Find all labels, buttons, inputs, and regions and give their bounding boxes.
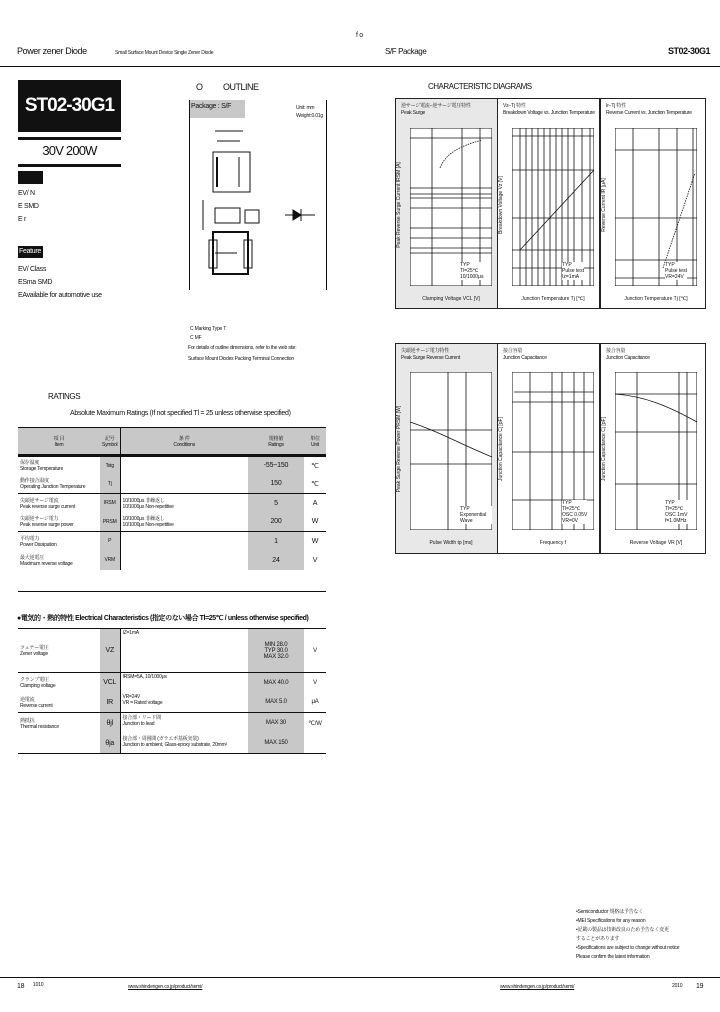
chart-ylabel: Junction Capacitance Cj [pF] [601,417,607,481]
footer-note: •Specifications are subject to change without notice [576,945,680,951]
electrical-row [18,673,326,693]
conditions [120,475,248,494]
chart-panel [497,343,600,554]
chart-title-jp: Ir−Tj 特性 [606,103,626,109]
rating-value: 24 [248,551,304,570]
symbol: Tj [100,475,120,494]
electrical-characteristics-table [18,628,326,754]
unit: W [311,537,319,545]
rating-value: 150 [248,475,304,494]
chart-panel [395,343,498,554]
conditions [120,532,248,551]
rule [18,591,326,592]
unit: W [311,518,319,526]
page-number-left: 18 [17,983,25,990]
symbol: IRSM [100,494,120,513]
product-subtitle: Small Surface Mount Device Single Zener Diode [115,50,214,56]
chart-title-en: Reverse Current vs. Junction Temperature [606,110,692,116]
chart-plot-area [512,128,594,286]
th-unit: 単位 [310,435,320,442]
chart-legend: TYP Exponential Wave [460,506,492,524]
rating-label: 30V 200W [42,143,97,158]
package-name: S/F Package [385,47,427,56]
conditions: VR=24V VR = Rated voltage [122,693,163,706]
page-number-right: 19 [696,983,704,990]
chart-title-en: Peak Surge Reverse Current [401,355,460,361]
electrical-row [18,713,326,734]
unit: ℃ [311,462,319,470]
outline-note: C Marking Type T [190,326,227,332]
symbol: θjl [100,713,120,734]
chart-plot-area [410,372,492,530]
package-outline-drawing [195,125,320,285]
item: 尖頭逆サージ電流 Peak reverse surge current [20,497,76,510]
electrical-row [18,629,326,673]
weight-note: Weight:0.01g [296,113,323,119]
chart-title-en: Breakdown Voltage vs. Junction Temperature [503,110,595,116]
th-unit-en: Unit [310,441,320,448]
item: 保存温度 Storage Temperature [20,460,64,473]
application-item: E SMD [18,203,39,210]
th-item: 項 目 [53,435,65,442]
electrical-row [18,693,326,713]
feature-item: EAvailable for automotive use [18,292,102,299]
diagrams-title: CHARACTERISTIC DIAGRAMS [428,82,532,91]
symbol: VZ [100,629,120,673]
symbol: Tstg [100,456,120,475]
chart-ylabel: Breakdown Voltage Vz [V] [498,176,504,234]
th-item-en: Item [54,441,64,448]
unit: ℃/W [308,720,322,727]
unit: ℃ [311,480,319,488]
footer-notes [576,908,679,962]
features-label: Feature [18,246,43,258]
value: MAX 40.0 [248,673,304,693]
item: クランプ電圧 Clamping voltage [20,677,56,690]
part-number-header: ST02-30G1 [668,46,711,56]
footer-note: することがあります [576,936,620,942]
chart-title-jp: Vz−Tj 特性 [503,103,526,109]
outline-note: C MF [190,335,202,341]
chart-legend: TYP Pulse test VR=24V [665,262,687,280]
unit: V [312,556,318,564]
package-label: Package : S/F [190,100,245,118]
item: 最大逆電圧 Maximum reverse voltage [20,554,73,567]
chart-plot-area [410,128,492,286]
url-right-link[interactable]: www.shindengen.co.jp/product/semi/ [500,984,575,990]
footer-note: •MEI Specifications for any reason [576,918,646,924]
chart-title-jp: 接合容量 [606,348,626,354]
header-divider [0,66,720,67]
chart-xlabel: Pulse Width tp [ms] [429,540,473,546]
symbol: VCL [100,673,120,693]
absolute-max-ratings-table [18,427,326,570]
value: MAX 150 [248,734,304,754]
ratings-row [18,513,326,532]
symbol: VRM [100,551,120,570]
footer-divider [0,977,720,978]
chart-title-en: Junction Capacitance [503,355,547,361]
application-item: E r [18,216,27,223]
application-item: EV/ N [18,190,35,197]
rule [18,164,121,167]
item: ツェナー電圧 Zener voltage [20,645,49,657]
item: 尖頭逆サージ電力 Peak reverse surge power [20,516,74,529]
unit-note: Unit: mm [296,105,315,111]
chart-title-en: Peak Surge [401,110,426,116]
chart-xlabel: Junction Temperature Tj [℃] [521,296,585,302]
chart-plot-area [615,128,697,286]
ratings-row [18,532,326,551]
symbol: P [100,532,120,551]
item: 平均電力 Power Dissipation [20,535,57,548]
chart-panel [600,98,706,309]
ratings-title: RATINGS [48,392,81,401]
footer-note: •Semiconductor 規格は予告なく [576,909,644,915]
outline-border [189,100,190,290]
chart-panel [497,98,600,309]
th-cond-en: Conditions [173,441,196,448]
unit: V [313,647,317,654]
item: 動作接合温度 Operating Junction Temperature [20,478,86,491]
electrical-title: ●電気的・熱的特性 Electrical Characteristics (指定のない場合 Tl=25℃ / unless otherwise specified) [17,615,309,622]
part-number-badge: ST02-30G1 [18,80,121,132]
conditions: IZ=1mA [122,630,139,636]
outline-border [326,100,327,290]
conditions: 接合部・周囲間 (ガラエポ基板実装) Junction to ambient, Glass-epoxy substrate, 20mm² [122,735,227,748]
rating-value: 1 [248,532,304,551]
ratings-subtitle: Absolute Maximum Ratings (If not specified Tl = 25 unless otherwise specified) [70,410,291,417]
value: MIN 28.0 TYP 30.0 MAX 32.0 [248,629,304,673]
outline-note: Surface Mount Diodes Packing Terminal Connection [188,356,294,362]
chart-panel [600,343,706,554]
ratings-row [18,494,326,513]
chart-legend: TYP Pulse test Iz=1mA [562,262,584,280]
ratings-row [18,456,326,475]
conditions [120,551,248,570]
conditions: 10/1000μs 非繰返し 10/1000μs Non-repetitive [122,497,174,510]
chart-title-jp: 接合容量 [503,348,523,354]
doc-date: 2010 [672,983,683,989]
chart-xlabel: Clamping Voltage VCL [V] [422,296,480,302]
symbol: IR [100,693,120,713]
chart-title-jp: 逆サージ電流−逆サージ電圧特性 [401,103,471,109]
ratings-row [18,551,326,570]
unit: A [312,499,318,507]
chart-ylabel: Junction Capacitance Cj [pF] [498,417,504,481]
item: 逆電流 Reverse current [20,696,53,709]
ratings-row [18,475,326,494]
outline-number: O [196,82,204,92]
rating-value: 200 [248,513,304,532]
feature-item: EV/ Class [18,266,47,273]
unit: V [313,679,317,686]
rating-value: 5 [248,494,304,513]
th-symbol-en: Symbol [102,441,118,448]
unit [304,734,326,754]
chart-xlabel: Frequency f [539,540,567,546]
rating-value: -55~150 [248,456,304,475]
chart-legend: TYP Tl=25℃ OSC 0.05V VR=0V [562,500,588,524]
electrical-row [18,734,326,754]
outline-title: OUTLINE [223,82,259,92]
th-cond: 条 件 [178,435,190,442]
chart-xlabel: Junction Temperature Tj [℃] [624,296,688,302]
footer-note: Please confirm the latest information [576,954,650,960]
item: 熱抵抗 Thermal resistance [20,717,59,730]
chart-title-en: Junction Capacitance [606,355,650,361]
chart-legend: TYP Tl=25℃ 10/1000μs [460,262,484,280]
symbol: θja [100,734,120,754]
footer-note: •記載の製品は技術改良のため予告なく変更 [576,927,669,933]
value: MAX 5.0 [248,693,304,713]
applications-label [18,171,43,184]
conditions [120,456,248,475]
th-symbol: 記号 [104,435,115,442]
item [18,734,100,754]
chart-ylabel: Reverse Current IR [μA] [601,178,607,232]
chart-panel [395,98,498,309]
chart-title-jp: 尖頭逆サージ電力特性 [401,348,449,354]
feature-item: ESma SMD [18,279,53,286]
chart-legend: TYP Tl=25℃ OSC 1mV f=1.0MHz [665,500,688,524]
value: MAX 30 [248,713,304,734]
unit: μA [311,699,319,706]
product-type: Power zener Diode [17,46,87,56]
rule [18,137,121,140]
chart-ylabel: Peak Surge Reverse Power PRSM [W] [396,405,402,493]
doc-code: 1010 [33,982,44,988]
th-ratings-en: Ratings [268,441,284,448]
conditions: 接合部・リード間 Junction to lead [122,715,161,727]
symbol: PRSM [100,513,120,532]
conditions: IRSM=5A, 10/1000μs [122,674,167,680]
chart-plot-area [615,372,697,530]
th-ratings: 規格値 [268,435,284,442]
chart-plot-area [512,372,594,530]
top-mark: f o [356,32,363,39]
conditions: 10/1000μs 非繰返し 10/1000μs Non-repetitive [122,516,174,529]
chart-xlabel: Reverse Voltage VR [V] [629,540,683,546]
outline-note: For details of outline dimensions, refer to the web site: [188,345,297,351]
url-left-link[interactable]: www.shindengen.co.jp/product/semi/ [128,984,203,990]
chart-ylabel: Peak Reverse Surge Current IRSM [A] [396,162,402,248]
